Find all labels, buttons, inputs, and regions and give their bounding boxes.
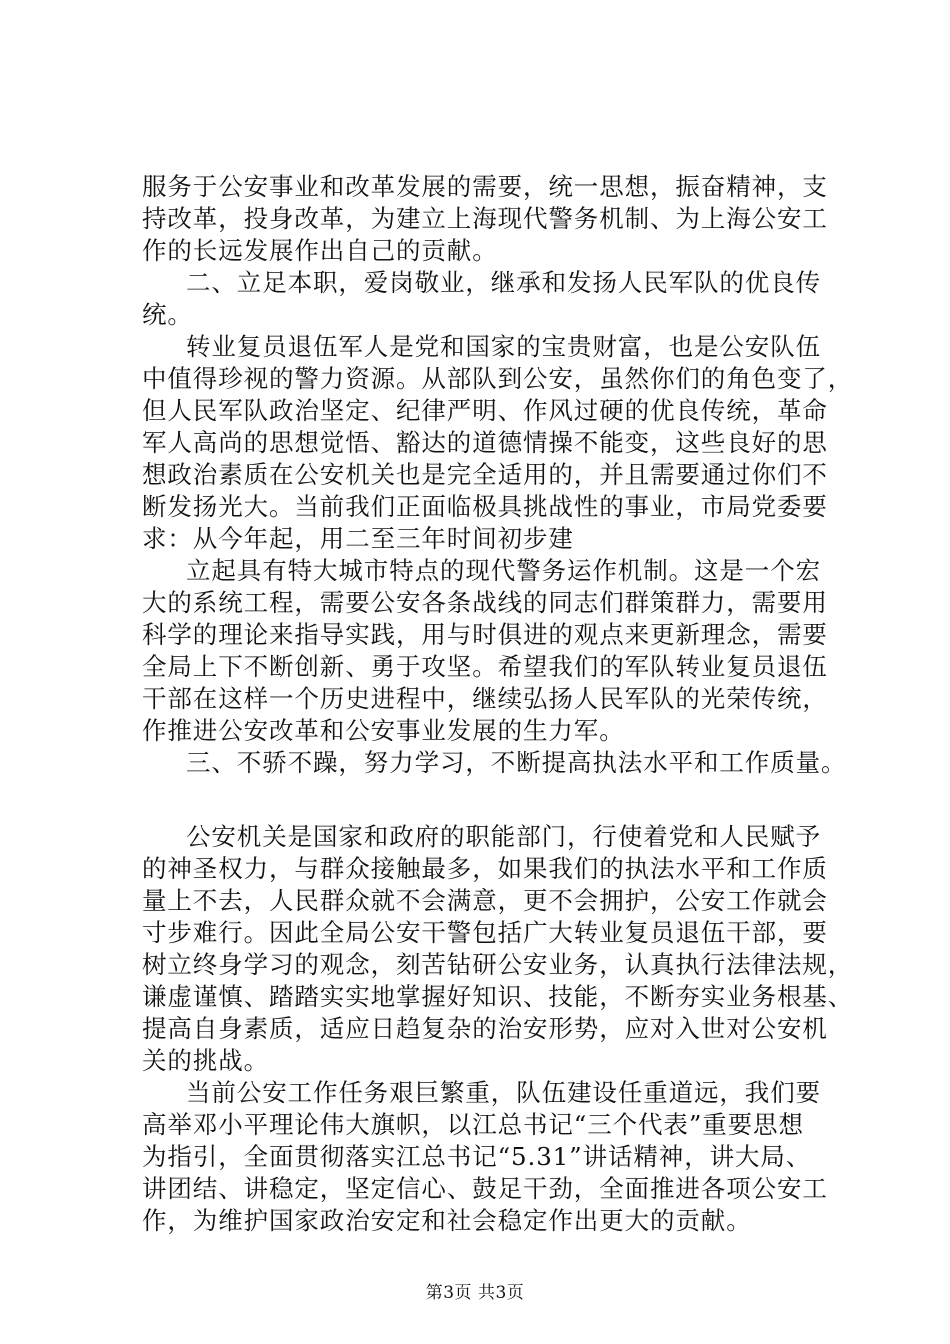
paragraph-start: 立起具有特大城市特点的现代警务运作机制。这是一个宏 [186, 556, 821, 585]
text-line: 作推进公安改革和公安事业发展的生力军。 [142, 716, 625, 745]
text-line: 中值得珍视的警力资源。从部队到公安，虽然你们的角色变了， [142, 364, 854, 393]
text-line: 量上不去，人民群众就不会满意，更不会拥护，公安工作就会 [142, 886, 828, 915]
text-line: 断发扬光大。当前我们正面临极具挑战性的事业，市局党委要 [142, 492, 828, 521]
text-line: 关的挑战。 [142, 1046, 269, 1075]
text-line: 作的长远发展作出自己的贡献。 [142, 236, 498, 265]
text-line: 谦虚谨慎、踏踏实实地掌握好知识、技能，不断夯实业务根基、 [142, 982, 854, 1011]
paragraph-start: 当前公安工作任务艰巨繁重，队伍建设任重道远，我们要 [186, 1078, 821, 1107]
text-line: 但人民军队政治坚定、纪律严明、作风过硬的优良传统，革命 [142, 396, 828, 425]
paragraph-start: 转业复员退伍军人是党和国家的宝贵财富，也是公安队伍 [186, 332, 821, 361]
text-line: 军人高尚的思想觉悟、豁达的道德情操不能变，这些良好的思 [142, 428, 828, 457]
text-line: 提高自身素质，适应日趋复杂的治安形势，应对入世对公安机 [142, 1014, 828, 1043]
text-line: 服务于公安事业和改革发展的需要，统一思想，振奋精神，支 [142, 172, 828, 201]
heading-line: 三、不骄不躁，努力学习，不断提高执法水平和工作质量。 [186, 748, 847, 777]
text-line: 高举邓小平理论伟大旗帜，以江总书记“三个代表”重要思想 [142, 1110, 804, 1139]
paragraph-start: 公安机关是国家和政府的职能部门，行使着党和人民赋予 [186, 822, 821, 851]
text-line: 科学的理论来指导实践，用与时俱进的观点来更新理念，需要 [142, 620, 828, 649]
text-line: 为指引，全面贯彻落实江总书记“5.31”讲话精神，讲大局、 [142, 1142, 812, 1171]
text-line: 作，为维护国家政治安定和社会稳定作出更大的贡献。 [142, 1206, 752, 1235]
text-line: 寸步难行。因此全局公安干警包括广大转业复员退伍干部，要 [142, 918, 828, 947]
text-line: 干部在这样一个历史进程中，继续弘扬人民军队的光荣传统， [142, 684, 828, 713]
page-number: 第3页 共3页 [425, 1283, 525, 1303]
text-line: 的神圣权力，与群众接触最多，如果我们的执法水平和工作质 [142, 854, 828, 883]
text-line: 想政治素质在公安机关也是完全适用的，并且需要通过你们不 [142, 460, 828, 489]
text-line: 全局上下不断创新、勇于攻坚。希望我们的军队转业复员退伍 [142, 652, 828, 681]
heading-line: 二、立足本职，爱岗敬业，继承和发扬人民军队的优良传 [186, 268, 821, 297]
text-line: 统。 [142, 300, 193, 329]
text-line: 持改革，投身改革，为建立上海现代警务机制、为上海公安工 [142, 204, 828, 233]
text-line: 树立终身学习的观念，刻苦钻研公安业务，认真执行法律法规， [142, 950, 854, 979]
text-line: 讲团结、讲稳定，坚定信心、鼓足干劲，全面推进各项公安工 [142, 1174, 828, 1203]
text-line: 大的系统工程，需要公安各条战线的同志们群策群力，需要用 [142, 588, 828, 617]
text-line: 求：从今年起，用二至三年时间初步建 [142, 524, 574, 553]
